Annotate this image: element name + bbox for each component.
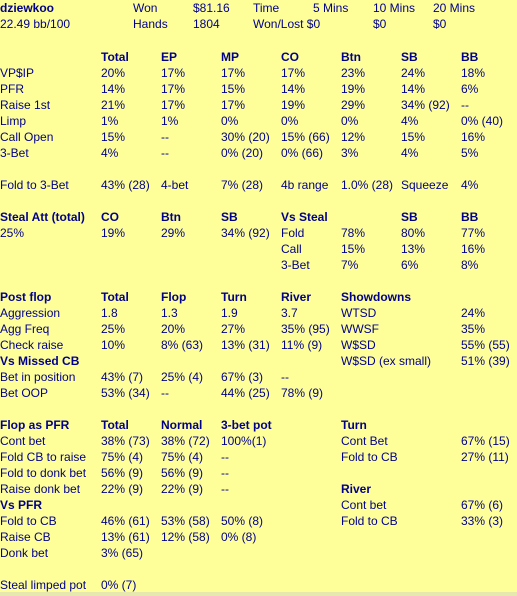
stat-cell: -- (221, 466, 229, 480)
showdown-label: W$SD (ex small) (341, 354, 432, 368)
stat-cell: 21% (101, 98, 126, 112)
col-header-bb: BB (461, 50, 479, 64)
pfr-col-normal: Normal (161, 418, 203, 432)
hands-label: Hands (133, 17, 168, 31)
showdown-value: 55% (55) (461, 338, 510, 352)
stat-cell: 78% (9) (281, 386, 324, 400)
col-header-btn: Btn (341, 50, 361, 64)
stat-cell: 19% (281, 98, 306, 112)
stat-cell: 7% (341, 258, 359, 272)
stat-cell: 17% (161, 98, 186, 112)
river-row-value: 67% (6) (461, 498, 504, 512)
stat-cell: 15% (341, 242, 366, 256)
steal-co-value: 19% (101, 226, 126, 240)
row-label-cont-bet: Cont bet (0, 434, 46, 448)
river-row-label: Fold to CB (341, 514, 398, 528)
fourbet-range-label: 4b range (281, 178, 329, 192)
row-label-fold-to-donk-bet: Fold to donk bet (0, 466, 87, 480)
stat-cell: 38% (72) (161, 434, 210, 448)
stat-cell: 4% (401, 146, 419, 160)
turn-row-value: 67% (15) (461, 434, 510, 448)
stat-cell: 44% (25) (221, 386, 270, 400)
stat-cell: 100%(1) (221, 434, 267, 448)
turn-title: Turn (341, 418, 367, 432)
stat-cell: 3% (65) (101, 546, 144, 560)
fold-to-3bet-value: 43% (28) (101, 178, 150, 192)
flop-as-pfr-title: Flop as PFR (0, 418, 70, 432)
turn-row-value: 27% (11) (461, 450, 509, 464)
stat-cell: 25% (101, 322, 126, 336)
fourbet-value: 7% (28) (221, 178, 264, 192)
won-value: $81.16 (193, 1, 230, 15)
stat-cell: 17% (221, 66, 246, 80)
stat-cell: 35% (95) (281, 322, 330, 336)
stat-cell: 14% (101, 82, 126, 96)
time-20-mins: 20 Mins (433, 1, 476, 15)
stat-cell: 1.3 (161, 306, 178, 320)
stat-cell: 20% (101, 66, 126, 80)
stat-cell: 18% (461, 66, 486, 80)
row-label-fold-cb-to-raise: Fold CB to raise (0, 450, 87, 464)
turn-row-label: Fold to CB (341, 450, 398, 464)
stat-cell: 1.9 (221, 306, 238, 320)
vs-steal-row-label: 3-Bet (281, 258, 310, 272)
stat-cell: 5% (461, 146, 479, 160)
stat-cell: 1.8 (101, 306, 118, 320)
stat-cell: 12% (341, 130, 366, 144)
stat-cell: 0% (341, 114, 359, 128)
stat-cell: 3.7 (281, 306, 298, 320)
bb-per-100: 22.49 bb/100 (0, 17, 71, 31)
stat-cell: -- (161, 130, 169, 144)
fourbet-range-value: 1.0% (28) (341, 178, 394, 192)
steal-total-value: 25% (0, 226, 25, 240)
row-label-bet-in-position: Bet in position (0, 370, 76, 384)
stat-cell: -- (281, 370, 289, 384)
vs-steal-row-label: Call (281, 242, 302, 256)
row-label-bet-oop: Bet OOP (0, 386, 49, 400)
stat-cell: 16% (461, 130, 486, 144)
showdown-value: 51% (39) (461, 354, 510, 368)
col-header-co: CO (281, 50, 299, 64)
stat-cell: 22% (9) (101, 482, 144, 496)
stat-cell: 25% (4) (161, 370, 204, 384)
stat-cell: 0% (221, 114, 239, 128)
row-label-limp: Limp (0, 114, 27, 128)
stat-cell: 77% (461, 226, 486, 240)
row-label-check-raise: Check raise (0, 338, 64, 352)
col-header-ep: EP (161, 50, 178, 64)
stat-cell: 34% (92) (401, 98, 450, 112)
stat-cell: 16% (461, 242, 486, 256)
postflop-col-turn: Turn (221, 290, 247, 304)
stat-cell: 17% (281, 66, 306, 80)
row-label-donk-bet: Donk bet (0, 546, 49, 560)
stat-cell: 17% (161, 82, 186, 96)
showdown-label: WWSF (341, 322, 379, 336)
time-5-mins: 5 Mins (313, 1, 349, 15)
stat-cell: 14% (401, 82, 426, 96)
steal-col-co: CO (101, 210, 119, 224)
stat-cell: 0% (8) (221, 530, 257, 544)
stat-cell: 8% (63) (161, 338, 204, 352)
row-label-aggression: Aggression (0, 306, 61, 320)
fourbet-label: 4-bet (161, 178, 189, 192)
stat-cell: 6% (401, 258, 419, 272)
window-bottom-edge (0, 592, 517, 596)
stat-cell: 1% (101, 114, 119, 128)
vs-pfr-title: Vs PFR (0, 498, 43, 512)
stat-cell: 12% (58) (161, 530, 210, 544)
postflop-col-river: River (281, 290, 312, 304)
stat-cell: 10% (101, 338, 126, 352)
pfr-col-3bet-pot: 3-bet pot (221, 418, 272, 432)
won-label: Won (133, 1, 158, 15)
won-lost-10: $0 (373, 17, 387, 31)
stat-cell: 15% (101, 130, 126, 144)
stat-cell: 15% (66) (281, 130, 330, 144)
stat-cell: 78% (341, 226, 366, 240)
col-header-sb: SB (401, 50, 418, 64)
stat-cell: 0% (40) (461, 114, 504, 128)
vs-steal-row-label: Fold (281, 226, 305, 240)
row-label-agg-freq: Agg Freq (0, 322, 50, 336)
stat-cell: -- (461, 98, 469, 112)
showdown-label: W$SD (341, 338, 376, 352)
stat-cell: 80% (401, 226, 426, 240)
steal-sb-value: 34% (92) (221, 226, 270, 240)
time-label: Time (253, 1, 280, 15)
squeeze-label: Squeeze (401, 178, 449, 192)
vs-steal-col-bb: BB (461, 210, 479, 224)
vs-missed-cb-title: Vs Missed CB (0, 354, 80, 368)
vs-steal-title: Vs Steal (281, 210, 328, 224)
postflop-title: Post flop (0, 290, 52, 304)
pfr-col-total: Total (101, 418, 129, 432)
stat-cell: 6% (461, 82, 479, 96)
row-label-fold-to-cb: Fold to CB (0, 514, 57, 528)
stat-cell: 0% (66) (281, 146, 324, 160)
postflop-col-flop: Flop (161, 290, 187, 304)
stat-cell: 29% (341, 98, 366, 112)
stat-cell: -- (161, 146, 169, 160)
stat-cell: -- (221, 450, 229, 464)
won-lost-label: Won/Lost $0 (253, 17, 321, 31)
steal-col-btn: Btn (161, 210, 181, 224)
vs-steal-col-sb: SB (401, 210, 418, 224)
stat-cell: 14% (281, 82, 306, 96)
player-name[interactable]: dziewkoo (0, 1, 55, 15)
stat-cell: 38% (73) (101, 434, 150, 448)
won-lost-20: $0 (433, 17, 447, 31)
steal-btn-value: 29% (161, 226, 186, 240)
time-10-mins: 10 Mins (373, 1, 416, 15)
stat-cell: 13% (401, 242, 426, 256)
stat-cell: 11% (9) (281, 338, 323, 352)
stat-cell: 24% (401, 66, 426, 80)
stat-cell: 43% (7) (101, 370, 144, 384)
river-row-label: Cont bet (341, 498, 387, 512)
steal-limped-pot-value: 0% (7) (101, 578, 137, 592)
stat-cell: 8% (461, 258, 479, 272)
stat-cell: 75% (4) (101, 450, 144, 464)
stat-cell: 53% (34) (101, 386, 150, 400)
stat-cell: 75% (4) (161, 450, 204, 464)
stat-cell: 56% (9) (101, 466, 144, 480)
showdown-value: 35% (461, 322, 486, 336)
stat-cell: 4% (101, 146, 119, 160)
stat-cell: 0% (281, 114, 299, 128)
stat-cell: 19% (341, 82, 366, 96)
stat-cell: 15% (401, 130, 426, 144)
stat-cell: 50% (8) (221, 514, 264, 528)
steal-col-sb: SB (221, 210, 238, 224)
row-label-raise-cb: Raise CB (0, 530, 51, 544)
river-title: River (341, 482, 372, 496)
stat-cell: 13% (31) (221, 338, 270, 352)
stat-cell: 56% (9) (161, 466, 204, 480)
stat-cell: 20% (161, 322, 186, 336)
showdown-value: 24% (461, 306, 486, 320)
stat-cell: 27% (221, 322, 246, 336)
stat-cell: 30% (20) (221, 130, 270, 144)
steal-limped-pot-label: Steal limped pot (0, 578, 87, 592)
stat-cell: 1% (161, 114, 179, 128)
stat-cell: 46% (61) (101, 514, 150, 528)
stat-cell: -- (161, 386, 169, 400)
row-label-vpip: VP$IP (0, 66, 35, 80)
row-label-3bet: 3-Bet (0, 146, 29, 160)
stat-cell: 67% (3) (221, 370, 264, 384)
stat-cell: 3% (341, 146, 359, 160)
stat-cell: 4% (401, 114, 419, 128)
row-label-raise-1st: Raise 1st (0, 98, 51, 112)
steal-attempt-title: Steal Att (total) (0, 210, 85, 224)
stat-cell: 13% (61) (101, 530, 150, 544)
row-label-pfr: PFR (0, 82, 24, 96)
river-row-value: 33% (3) (461, 514, 504, 528)
showdown-label: WTSD (341, 306, 377, 320)
stat-cell: -- (221, 482, 229, 496)
row-label-call-open: Call Open (0, 130, 54, 144)
stat-cell: 0% (20) (221, 146, 264, 160)
squeeze-value: 4% (461, 178, 479, 192)
showdowns-title: Showdowns (341, 290, 411, 304)
hands-value: 1804 (193, 17, 220, 31)
turn-row-label: Cont Bet (341, 434, 388, 448)
col-header-total: Total (101, 50, 129, 64)
row-label-raise-donk-bet: Raise donk bet (0, 482, 81, 496)
stat-cell: 17% (161, 66, 186, 80)
stat-cell: 53% (58) (161, 514, 210, 528)
postflop-col-total: Total (101, 290, 129, 304)
stat-cell: 23% (341, 66, 366, 80)
stat-cell: 22% (9) (161, 482, 204, 496)
stat-cell: 17% (221, 98, 246, 112)
fold-to-3bet-label: Fold to 3-Bet (0, 178, 69, 192)
col-header-mp: MP (221, 50, 239, 64)
stat-cell: 15% (221, 82, 246, 96)
